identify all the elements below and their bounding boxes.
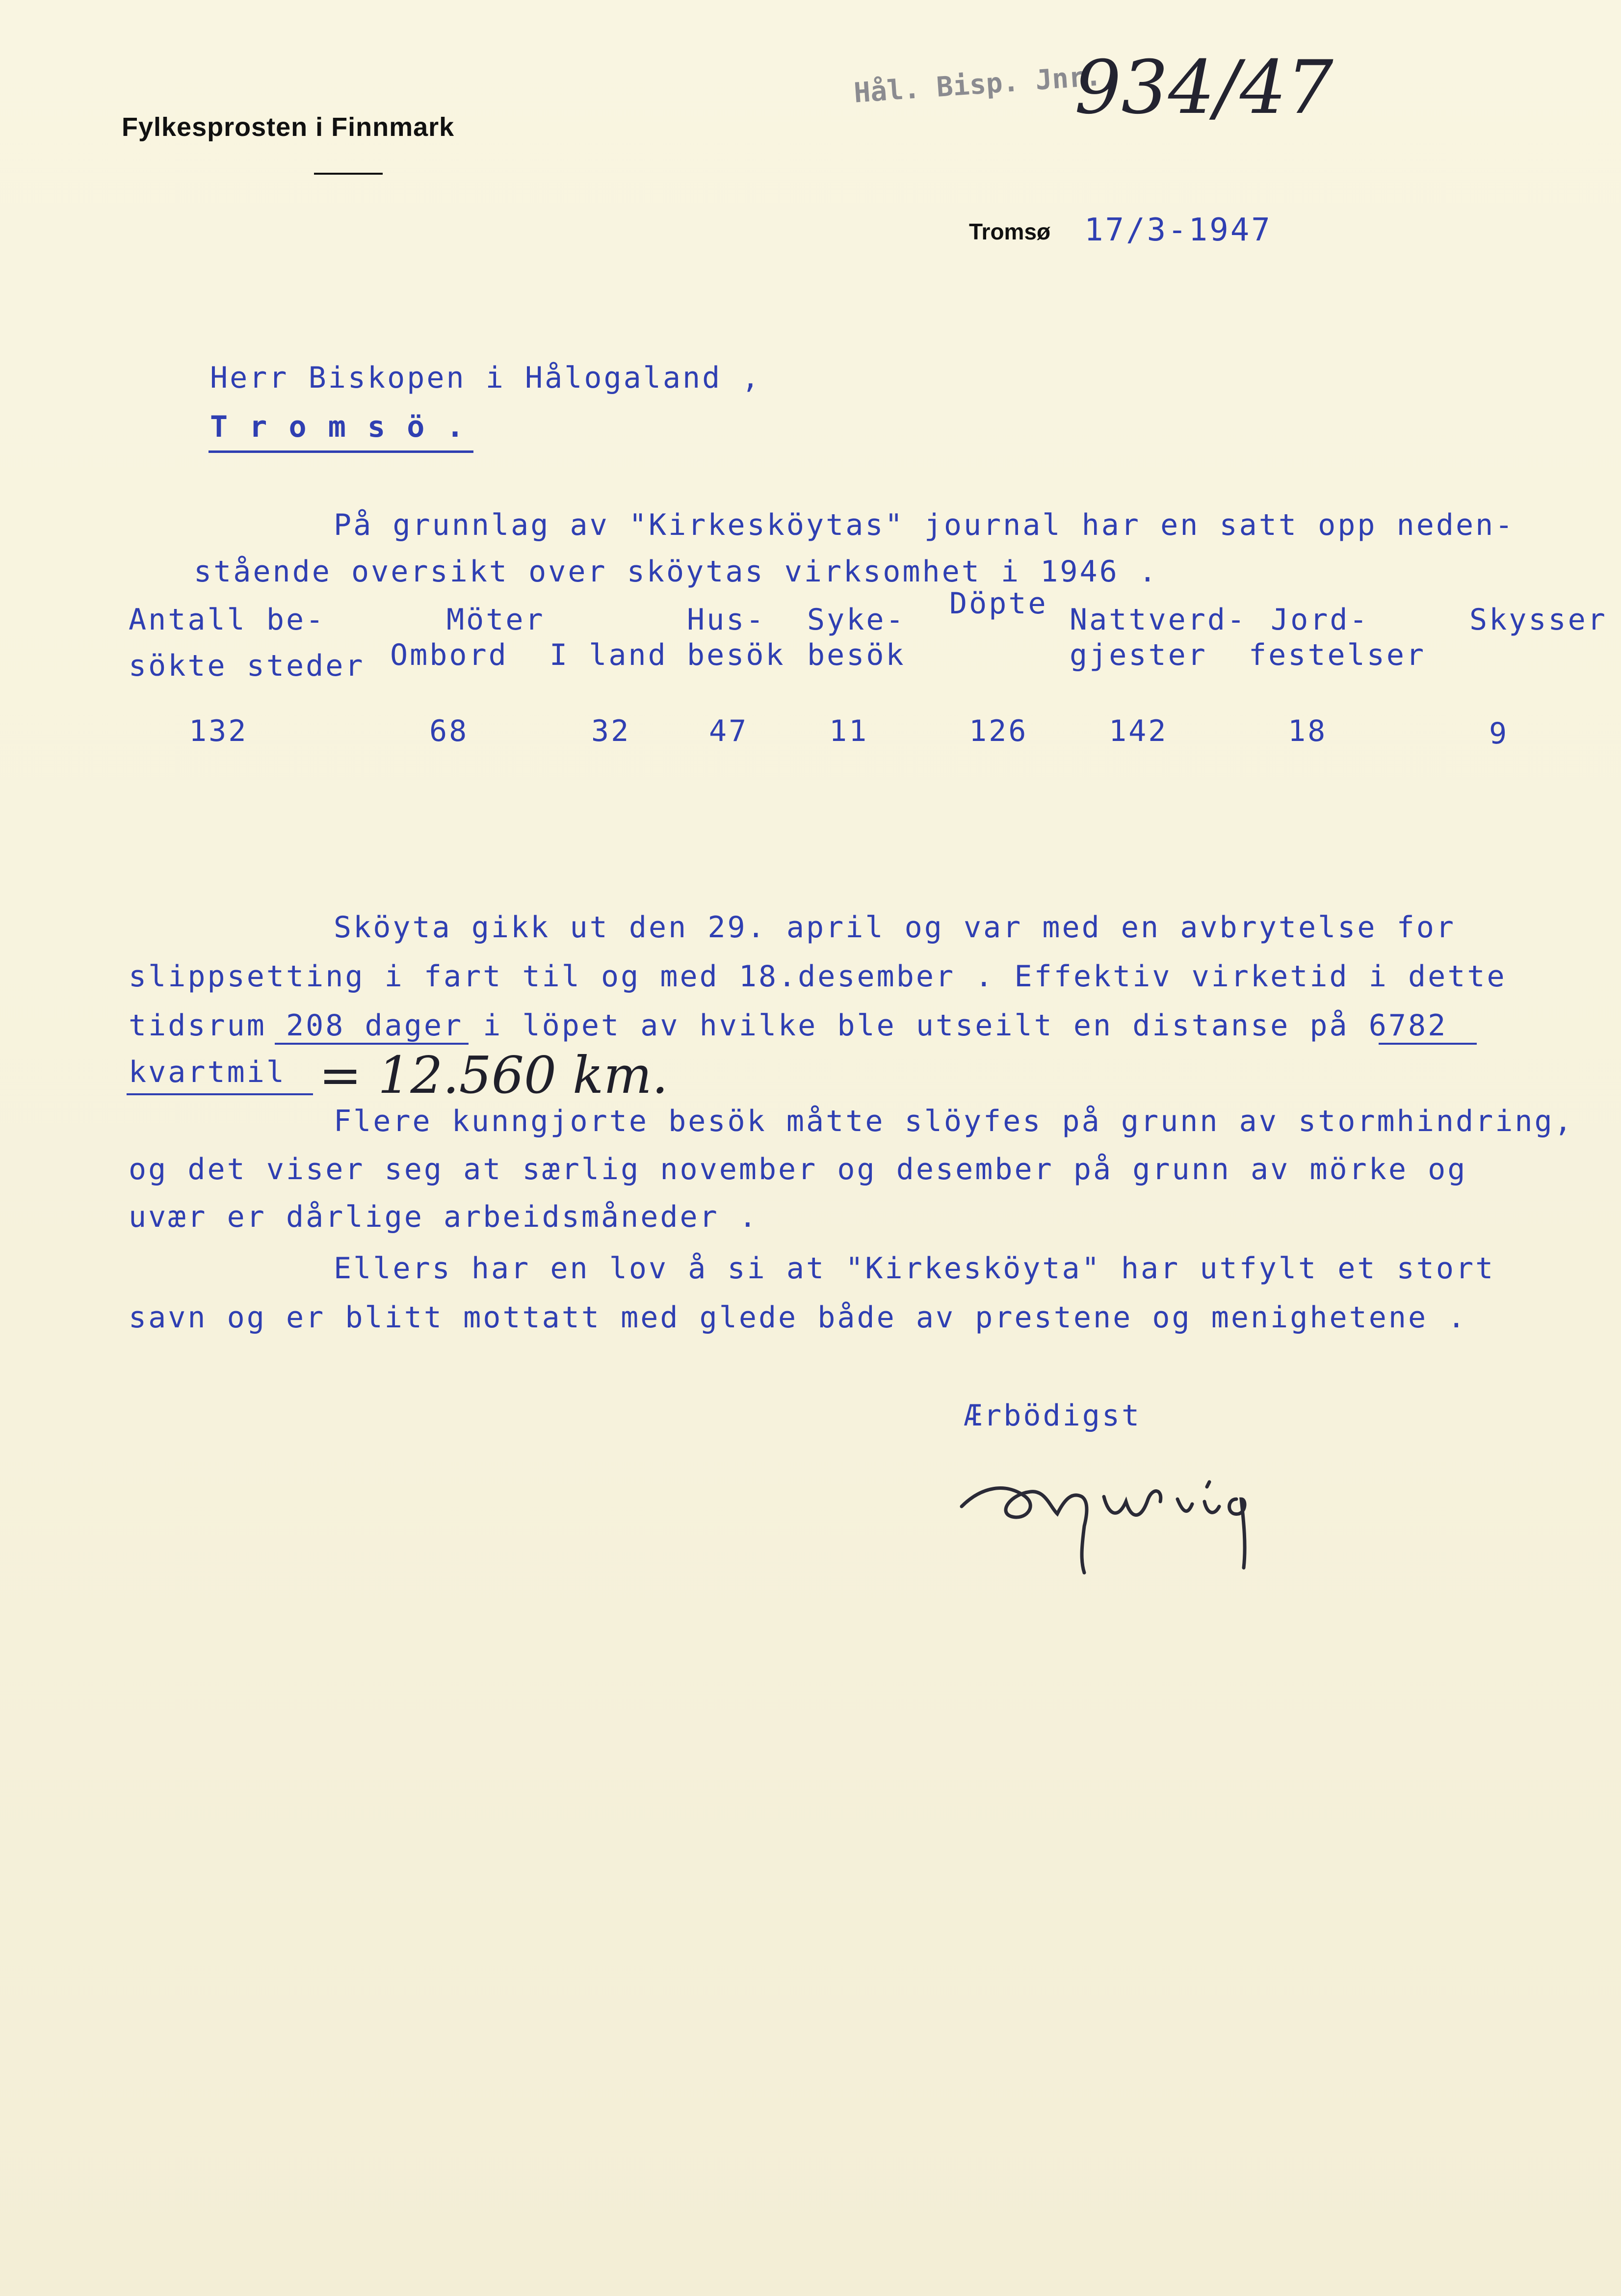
recipient-line1: Herr Biskopen i Hålogaland , [210,361,761,395]
body-p1-line1: Sköyta gikk ut den 29. april og var med en avbrytelse for [334,910,1456,945]
header-hus-line1: Hus- [687,603,766,637]
header-antall-line1: Antall be- [129,603,326,637]
header-skysser: Skysser [1469,603,1607,637]
closing-salutation: Ærbödigst [964,1399,1142,1433]
header-dopte: Döpte [949,586,1048,621]
underline-208-dager [275,1043,469,1045]
value-skysser: 9 [1489,716,1509,751]
handwritten-signature [952,1452,1305,1580]
body-p2-line1: Flere kunngjorte besök måtte slöyfes på grunn av stormhindring, [334,1104,1574,1138]
value-nattverd: 142 [1109,714,1168,748]
body-p2-line2: og det viser seg at særlig november og desember på grunn av mörke og [129,1152,1467,1187]
body-p1-line2: slippsetting i fart til og med 18.desember . Effektiv virketid i dette [129,959,1507,994]
header-antall-line2: sökte steder [129,649,365,683]
body-p1-line4: kvartmil [129,1055,286,1089]
handwritten-km-note: = 12.560 km. [319,1045,668,1105]
underline-6782 [1379,1043,1477,1045]
letterhead-place: Tromsø [969,219,1051,244]
letterhead-rule [314,173,383,175]
letter-date: 17/3-1947 [1084,212,1272,248]
header-nattverd-line2: gjester [1070,638,1207,672]
body-p3-line1: Ellers har en lov å si at "Kirkesköyta" har utfylt et stort [334,1251,1495,1286]
value-i-land: 32 [591,714,631,748]
body-p3-line2: savn og er blitt mottatt med glede både av prestene og menighetene . [129,1300,1467,1335]
value-dopte: 126 [969,714,1028,748]
header-jord-line1: Jord- [1271,603,1369,637]
value-ombord: 68 [429,714,469,748]
header-hus-line2: besök [687,638,785,672]
archive-stamp-label: Hål. Bisp. Jnr. [853,60,1103,109]
value-antall: 132 [189,714,248,748]
header-moter: Möter [446,603,545,637]
header-syke-line1: Syke- [807,603,906,637]
underline-kvartmil [127,1093,313,1095]
header-jord-line2: festelser [1249,638,1426,672]
value-jord: 18 [1288,714,1328,748]
value-hus: 47 [709,714,749,748]
header-ombord: Ombord [390,638,508,672]
intro-line1: På grunnlag av "Kirkesköytas" journal har en satt opp neden- [334,508,1515,542]
recipient-line2: T r o m s ö . [210,410,466,444]
intro-line2: stående oversikt over sköytas virksomhet i 1946 . [194,554,1159,589]
value-syke: 11 [829,714,869,748]
header-syke-line2: besök [807,638,906,672]
header-nattverd-line1: Nattverd- [1070,603,1247,637]
archive-stamp-number: 934/47 [1074,45,1333,131]
recipient-underline [209,450,473,453]
header-i-land: I land [549,638,668,672]
letterhead-office: Fylkesprosten i Finnmark [122,112,455,142]
body-p2-line3: uvær er dårlige arbeidsmåneder . [129,1200,758,1234]
body-p1-line3: tidsrum 208 dager i löpet av hvilke ble utseilt en distanse på 6782 [129,1008,1448,1043]
